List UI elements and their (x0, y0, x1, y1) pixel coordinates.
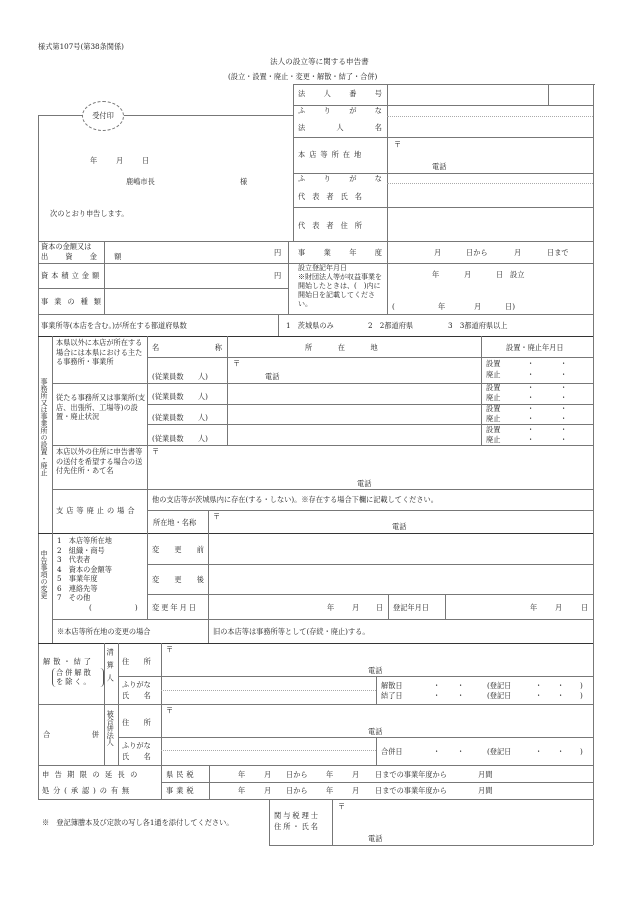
label-merger-address: 住 所 (122, 718, 151, 727)
date-dots-7[interactable] (527, 425, 534, 434)
dot: ・ (560, 414, 568, 423)
dot: ・ (560, 370, 568, 379)
rule (38, 704, 593, 705)
head-office-change-note: ※本店等所在地の変更の場合 (57, 627, 151, 636)
start-open-paren: ( (392, 302, 395, 311)
label-branch-offices: 従たる事務所又は事業所(支店、出張所、工場等)の設置・廃止状況 (56, 393, 146, 422)
rule (147, 336, 148, 533)
rule (147, 594, 593, 595)
rule (278, 314, 279, 336)
employees-branch-1[interactable]: (従業員数 人) (152, 392, 208, 401)
fiscal-from-day[interactable]: 日から (466, 248, 488, 257)
rule (481, 336, 482, 445)
label-merger-furigana: ふりがな (122, 741, 151, 750)
date-dots-5b[interactable] (560, 404, 567, 413)
corporate-number-field[interactable] (388, 85, 547, 104)
rule (52, 336, 53, 566)
dot: ・ (560, 383, 568, 392)
change-item-1[interactable]: 1 本店等所在地 (57, 536, 112, 545)
section-offices: 事務所又は事業所の設置・廃止 (40, 378, 48, 476)
accountant-field[interactable] (333, 800, 592, 844)
form-title: 法人の設立等に関する申告書 (270, 57, 369, 66)
bt-to-day[interactable]: 日までの事業年度から (375, 786, 447, 795)
postal-merger: 〒 (166, 706, 174, 715)
label-prefecture-count: 事業所等(本店を含む。)が所在する都道府県数 (41, 321, 187, 330)
change-item-5[interactable]: 5 事業年度 (57, 574, 98, 584)
postal-accountant: 〒 (338, 802, 346, 811)
pt-to-day[interactable]: 日までの事業年度から (375, 770, 447, 779)
dot: ・ (527, 370, 535, 379)
footer-note: ※ 登記簿謄本及び定款の写し各1通を添付してください。 (42, 818, 234, 827)
dot[interactable]: ・ (535, 747, 543, 756)
dot: ・ (527, 383, 535, 392)
label-furigana: ふ り が な (298, 106, 382, 115)
phone-closure: 電話 (392, 522, 407, 531)
install-label-1: 設置 (486, 359, 501, 368)
pt-from-year[interactable]: 年 (238, 770, 246, 779)
install-label-2: 設置 (486, 383, 501, 392)
bt-from-day[interactable]: 日から (286, 786, 308, 795)
label-prefectural-tax: 県民税 (166, 770, 197, 779)
date-dots-2b[interactable] (560, 370, 567, 379)
rule (147, 357, 593, 358)
yen-2: 円 (274, 271, 282, 280)
rule (376, 737, 377, 765)
label-completion-date: 結了日 (381, 691, 403, 700)
dot[interactable]: ・ (535, 681, 543, 690)
corporate-name-field[interactable] (388, 117, 593, 136)
form-subtitle: (設立・設置・廃止・変更・解散・結了・合併) (228, 72, 378, 81)
phone-merger: 電話 (368, 727, 383, 736)
rule (376, 676, 377, 704)
rule (52, 489, 593, 490)
rule (52, 619, 593, 620)
label-liq-address: 住 所 (122, 657, 151, 666)
postal-liquidator: 〒 (166, 645, 174, 654)
rule (147, 533, 148, 619)
bt-from-month[interactable]: 月 (264, 786, 272, 795)
label-accountant-1: 関与税理士 (274, 811, 320, 820)
rule (38, 314, 593, 315)
pt-to-year[interactable]: 年 (326, 770, 334, 779)
dot[interactable]: ・ (457, 747, 465, 756)
bt-from-year[interactable]: 年 (238, 786, 246, 795)
dot: ・ (560, 404, 568, 413)
label-business-type: 事業の種類 (41, 297, 107, 306)
dot: ・ (560, 359, 568, 368)
postal-mailing: 〒 (152, 447, 160, 456)
reg-month[interactable]: 月 (464, 270, 472, 279)
label-extension-1: 申告期限の延長の (42, 770, 143, 779)
rule (118, 737, 593, 738)
dot: ・ (527, 414, 535, 423)
rule (52, 445, 593, 446)
dot: ・ (527, 435, 535, 444)
col-name: 名 称 (152, 343, 222, 352)
registration-day[interactable]: 日 (581, 603, 589, 612)
receipt-stamp (82, 101, 124, 131)
rule (293, 137, 593, 138)
install-label-3: 設置 (486, 404, 501, 413)
dot: ・ (560, 425, 568, 434)
label-rep-furigana: ふ り が な (298, 174, 382, 183)
change-item-6[interactable]: 6 連絡先等 (57, 583, 98, 593)
postal-closure: 〒 (213, 512, 221, 521)
before-field[interactable] (209, 534, 592, 563)
rule (269, 845, 593, 846)
dot[interactable]: ・ (457, 681, 465, 690)
dot[interactable]: ・ (433, 691, 441, 700)
business-type-field[interactable] (105, 289, 287, 313)
col-date: 設置・廃止年月日 (506, 343, 564, 352)
change-item-2[interactable]: 2 組織・商号 (57, 545, 105, 555)
date-month[interactable]: 月 (116, 156, 124, 165)
dot[interactable]: ・ (557, 691, 565, 700)
close-paren: ) (580, 747, 583, 756)
phone-accountant: 電話 (368, 834, 383, 843)
dot[interactable]: ・ (457, 691, 465, 700)
date-dots-4b[interactable] (560, 393, 567, 402)
label-liq-name: 氏 名 (122, 691, 151, 700)
fiscal-to-month[interactable]: 月 (514, 248, 522, 257)
label-accountant-2: 住所・氏名 (274, 822, 320, 831)
abolish-label-3: 廃止 (486, 414, 501, 423)
label-liq-furigana: ふりがな (122, 680, 151, 689)
label-merger-registered: (登記日 (487, 747, 512, 756)
change-month[interactable]: 月 (352, 603, 360, 612)
bt-to-month[interactable]: 月 (352, 786, 360, 795)
date-dots-5[interactable] (527, 404, 534, 413)
label-registration-date: 設立登記年月日 ※財団法人等が収益事業を開始したときは、( )内に開始日を記載してください。 (298, 264, 382, 309)
rule (387, 241, 388, 314)
rule (269, 799, 270, 845)
dot: ・ (527, 393, 535, 402)
rule (445, 594, 446, 619)
label-dissolution-date: 解散日 (381, 681, 403, 690)
employees-main[interactable]: (従業員数 人) (152, 372, 208, 381)
rule (388, 594, 389, 619)
label-after: 変 更 後 (152, 575, 204, 584)
start-month[interactable]: 月 (474, 302, 482, 311)
registration-month[interactable]: 月 (555, 603, 563, 612)
label-fiscal-year: 事 業 年 度 (298, 248, 382, 257)
close-paren: ) (580, 691, 583, 700)
label-closure-location: 所在地・名称 (153, 518, 197, 527)
employees-branch-3[interactable]: (従業員数 人) (152, 434, 208, 443)
dot[interactable]: ・ (433, 747, 441, 756)
label-rep-name: 代表者氏名 (298, 192, 369, 201)
label-capital-2: 出 資 金 額 (41, 252, 127, 261)
label-extension-2: 処分(承認)の有無 (42, 786, 134, 795)
rule (52, 383, 593, 384)
label-dissolution: 解散・結了 (43, 657, 94, 666)
option-ibaraki-only[interactable]: 1 茨城県のみ (286, 321, 334, 330)
closure-note[interactable]: 他の支店等が茨城県内に存在(する・しない)。※存在する場合下欄に記載してください。 (152, 495, 438, 504)
dot: ・ (527, 359, 535, 368)
label-merger-name: 氏 名 (122, 752, 151, 761)
close-paren: ) (580, 681, 583, 690)
reg-day[interactable]: 日 (496, 270, 504, 279)
pt-months[interactable]: 月間 (478, 770, 493, 779)
pt-from-month[interactable]: 月 (264, 770, 272, 779)
rule (161, 782, 593, 783)
change-item-3[interactable]: 3 代表者 (57, 555, 91, 565)
change-day[interactable]: 日 (376, 603, 384, 612)
date-dots-1[interactable] (527, 359, 534, 369)
option-two-prefectures[interactable]: 2 2都道府県 (368, 321, 414, 330)
rule (52, 533, 53, 643)
fiscal-to-day[interactable]: 日まで (547, 248, 569, 257)
label-registration-date-change: 登記年月日 (393, 603, 429, 612)
abolish-label-1: 廃止 (486, 370, 501, 379)
label-merger-text: 合 併 (43, 730, 99, 739)
phone-mailing: 電話 (357, 479, 372, 488)
change-item-7[interactable]: 7 その他 (57, 593, 91, 603)
date-year[interactable]: 年 (90, 156, 98, 165)
dot: ・ (560, 435, 568, 444)
date-dots-2[interactable] (527, 370, 534, 379)
left-border (38, 115, 39, 765)
reg-year[interactable]: 年 (432, 270, 440, 279)
change-year[interactable]: 年 (327, 603, 335, 612)
date-dots-6[interactable] (527, 414, 534, 423)
label-head-office: 本店等所在地 (298, 150, 366, 159)
start-day[interactable]: 日) (505, 302, 515, 311)
rule (38, 765, 39, 799)
honorific: 様 (240, 177, 248, 186)
date-dots-3[interactable] (527, 383, 534, 392)
pt-to-month[interactable]: 月 (352, 770, 360, 779)
right-border (593, 84, 594, 764)
label-change-date: 変更年月日 (152, 603, 198, 612)
abolish-label-2: 廃止 (486, 393, 501, 402)
label-merger-date: 合併日 (381, 747, 403, 756)
employees-branch-2[interactable]: (従業員数 人) (152, 413, 208, 422)
date-day[interactable]: 日 (142, 156, 150, 165)
dot: ・ (527, 425, 535, 434)
old-office-note[interactable]: 旧の本店等は事務所等として(存続・廃止)する。 (213, 627, 370, 636)
reg-established: 設立 (510, 270, 525, 279)
label-before: 変 更 前 (152, 545, 204, 554)
label-corporate-number: 法 人 番 号 (298, 89, 382, 98)
change-item-4[interactable]: 4 資本の金額等 (57, 564, 112, 574)
date-dots-8[interactable] (527, 435, 534, 444)
change-items[interactable] (57, 536, 138, 613)
phone-label: 電話 (432, 162, 447, 171)
form-number: 様式第107号(第38条関係) (38, 42, 124, 51)
addressee: 鹿嶋市長 (126, 177, 155, 186)
section-changes: 申告事項の変更 (40, 550, 48, 599)
merger-name-field[interactable] (162, 751, 374, 763)
rule (38, 765, 593, 766)
rule (208, 510, 209, 533)
label-merger (43, 730, 99, 739)
change-item-other[interactable]: ( ) (89, 603, 138, 613)
rep-name-field[interactable] (388, 184, 593, 206)
label-registered-2: (登記日 (487, 691, 512, 700)
phone-liquidator: 電話 (368, 666, 383, 675)
rule (147, 510, 593, 511)
date-dots-6b[interactable] (560, 414, 567, 423)
label-capital-1: 資本の金額又は (41, 242, 92, 251)
bt-months[interactable]: 月間 (478, 786, 493, 795)
date-dots-4[interactable] (527, 393, 534, 402)
phone-main: 電話 (265, 372, 280, 381)
dot[interactable]: ・ (433, 681, 441, 690)
label-registered-1: (登記日 (487, 681, 512, 690)
label-dissolution-sub: 合併解散を除く。 (52, 668, 104, 687)
start-year[interactable]: 年 (438, 302, 446, 311)
label-branch-closure: 支店等廃止の場合 (56, 506, 138, 515)
pt-from-day[interactable]: 日から (286, 770, 308, 779)
capital-field[interactable] (105, 242, 275, 262)
rule (118, 676, 593, 677)
rule (38, 643, 593, 644)
statement: 次のとおり申告します。 (50, 209, 129, 218)
label-rep-address: 代表者住所 (298, 221, 369, 230)
dot[interactable]: ・ (557, 747, 565, 756)
dot: ・ (527, 404, 535, 413)
label-liquidator: 清算人 (106, 648, 116, 688)
abolish-label-4: 廃止 (486, 435, 501, 444)
label-business-tax: 事業税 (166, 786, 197, 795)
col-location: 所 在 地 (305, 343, 379, 352)
label-merged-corp: 被合併法人 (106, 710, 116, 746)
date-dots-1b[interactable] (560, 359, 567, 368)
date-dots-7b[interactable] (560, 425, 567, 434)
label-reserve: 資本積立金額 (41, 271, 103, 280)
dot: ・ (560, 393, 568, 402)
install-label-4: 設置 (486, 425, 501, 434)
rule (593, 764, 594, 845)
rep-address-field[interactable] (388, 208, 593, 240)
liquidator-name-field[interactable] (162, 691, 374, 703)
label-mailing-address: 本店以外の住所に申告書等の送付を希望する場合の送付先住所・あて名 (56, 447, 143, 476)
after-field[interactable] (209, 565, 592, 593)
label-corporate-name: 法 人 名 (298, 123, 382, 132)
postal-main: 〒 (233, 359, 241, 368)
reserve-field[interactable] (105, 264, 275, 287)
rule (288, 241, 289, 314)
option-three-plus[interactable]: 3 3都道府県以上 (448, 321, 508, 330)
date-dots-8b[interactable] (560, 435, 567, 444)
label-main-office: 本県以外に本店が所在する場合には本県における主たる事務所・事業所 (56, 338, 143, 367)
rule (548, 84, 549, 105)
stamp-line (38, 115, 293, 116)
rule (293, 84, 294, 241)
bt-to-year[interactable]: 年 (326, 786, 334, 795)
date-dots-3b[interactable] (560, 383, 567, 392)
registration-year[interactable]: 年 (530, 603, 538, 612)
yen-1: 円 (274, 248, 282, 257)
dot[interactable]: ・ (557, 681, 565, 690)
rule (227, 336, 228, 445)
receipt-stamp-label: 受付印 (92, 111, 114, 120)
rule (38, 336, 593, 337)
postal-mark: 〒 (394, 140, 402, 149)
dot[interactable]: ・ (535, 691, 543, 700)
fiscal-from-month[interactable]: 月 (434, 248, 442, 257)
